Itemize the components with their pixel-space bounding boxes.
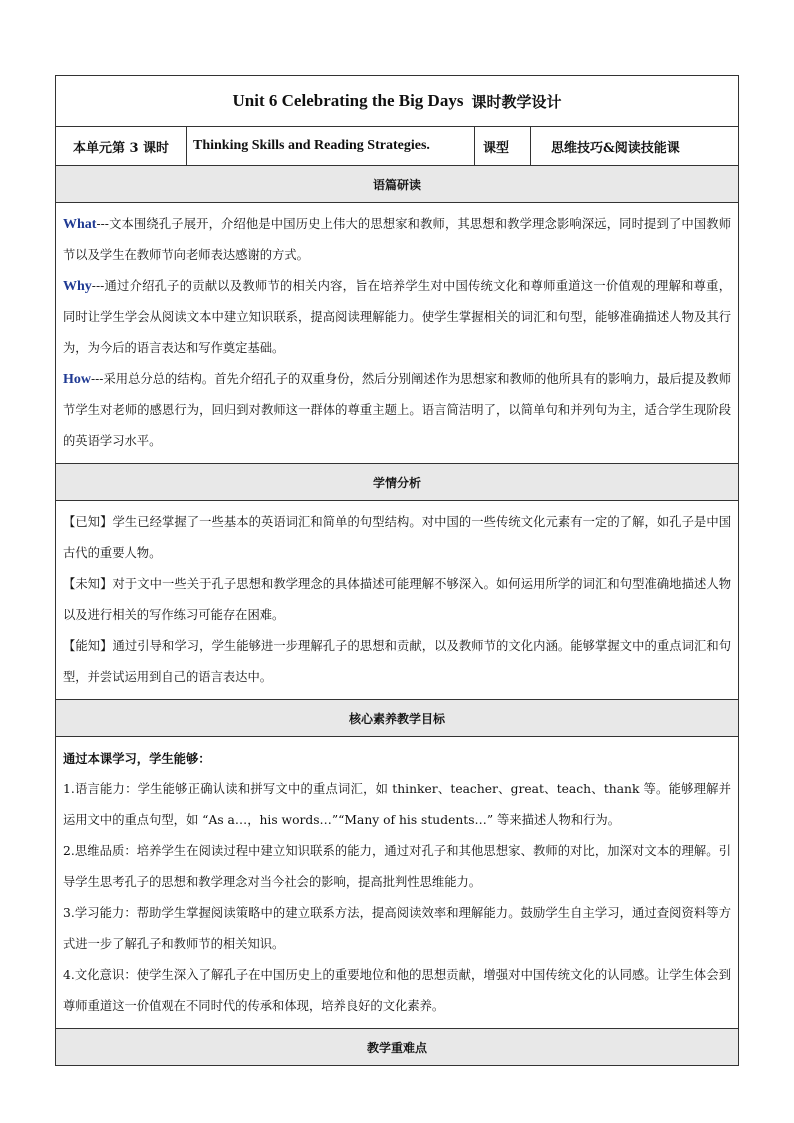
lesson-type-label: 课型: [475, 127, 531, 165]
why-paragraph: [63, 271, 731, 364]
how-text: ---采用总分总的结构。首先介绍孔子的双重身份，然后分别阐述作为思想家和教师的他所具有的影响力，最后提及教师节学生对老师的感恩行为，回归到对教师这一群体的尊重主题上。语言简洁明了，以简单句和并列句为主，适合学生现阶段的英语学习水平。: [63, 372, 731, 448]
lesson-plan-table: [55, 75, 739, 1066]
text-analysis-body: [56, 203, 738, 464]
why-label: Why: [63, 279, 92, 294]
title-chinese: 课时教学设计: [471, 92, 562, 111]
objective-item: 4.文化意识：使学生深入了解孔子在中国历史上的重要地位和他的思想贡献，增强对中国传统文化的认同感。让学生体会到尊师重道这一价值观在不同时代的传承和体现，培养良好的文化素养。: [63, 968, 731, 1013]
objectives-intro: 通过本课学习，学生能够：: [63, 751, 211, 766]
lesson-type-value: 思维技巧&阅读技能课: [551, 140, 680, 156]
section-heading-student-analysis: 学情分析: [56, 464, 738, 501]
lesson-topic: Thinking Skills and Reading Strategies.: [187, 127, 475, 165]
student-analysis-body: [56, 501, 738, 700]
why-text: ---通过介绍孔子的贡献以及教师节的相关内容，旨在培养学生对中国传统文化和尊师重道这一价值观的理解和尊重，同时让学生学会从阅读文本中建立知识联系，提高阅读理解能力。使学生掌握相关的词汇和句型，能够准确描述人物及其行为，为今后的语言表达和写作奠定基础。: [63, 279, 731, 355]
lesson-info-row: [56, 127, 738, 166]
section-heading-text-analysis: 语篇研读: [56, 166, 738, 203]
lesson-number: 本单元第 3 课时: [56, 127, 187, 165]
unknown-paragraph: 【未知】对于文中一些关于孔子思想和教学理念的具体描述可能理解不够深入。如何运用所学的词汇和句型准确地描述人物以及进行相关的写作练习可能存在困难。: [63, 577, 731, 622]
ability-paragraph: 【能知】通过引导和学习，学生能够进一步理解孔子的思想和贡献，以及教师节的文化内涵。能够掌握文中的重点词汇和句型，并尝试运用到自己的语言表达中。: [63, 639, 731, 684]
objective-item: 3.学习能力：帮助学生掌握阅读策略中的建立联系方法，提高阅读效率和理解能力。鼓励学生自主学习，通过查阅资料等方式进一步了解孔子和教师节的相关知识。: [63, 906, 731, 951]
title-english: Unit 6 Celebrating the Big Days: [232, 91, 464, 110]
what-text: ---文本围绕孔子展开，介绍他是中国历史上伟大的思想家和教师，其思想和教学理念影响深远，同时提到了中国教师节以及学生在教师节向老师表达感谢的方式。: [63, 217, 731, 262]
what-label: What: [63, 217, 97, 232]
page-title: [56, 76, 738, 127]
what-paragraph: [63, 209, 731, 271]
section-heading-objectives: 核心素养教学目标: [56, 700, 738, 737]
objectives-body: [56, 737, 738, 1029]
section-heading-key-points: 教学重难点: [56, 1029, 738, 1066]
known-paragraph: 【已知】学生已经掌握了一些基本的英语词汇和简单的句型结构。对中国的一些传统文化元素有一定的了解，如孔子是中国古代的重要人物。: [63, 515, 731, 560]
objective-item: 1.语言能力：学生能够正确认读和拼写文中的重点词汇，如 thinker、teacher、great、teach、thank 等。能够理解并运用文中的重点句型，如 “As a…，his words…”“Many of his students…” 等来描述人物和行为。: [63, 782, 731, 827]
objective-item: 2.思维品质：培养学生在阅读过程中建立知识联系的能力，通过对孔子和其他思想家、教师的对比，加深对文本的理解。引导学生思考孔子的思想和教学理念对当今社会的影响，提高批判性思维能力。: [63, 844, 731, 889]
how-paragraph: [63, 364, 731, 457]
how-label: How: [63, 372, 91, 387]
